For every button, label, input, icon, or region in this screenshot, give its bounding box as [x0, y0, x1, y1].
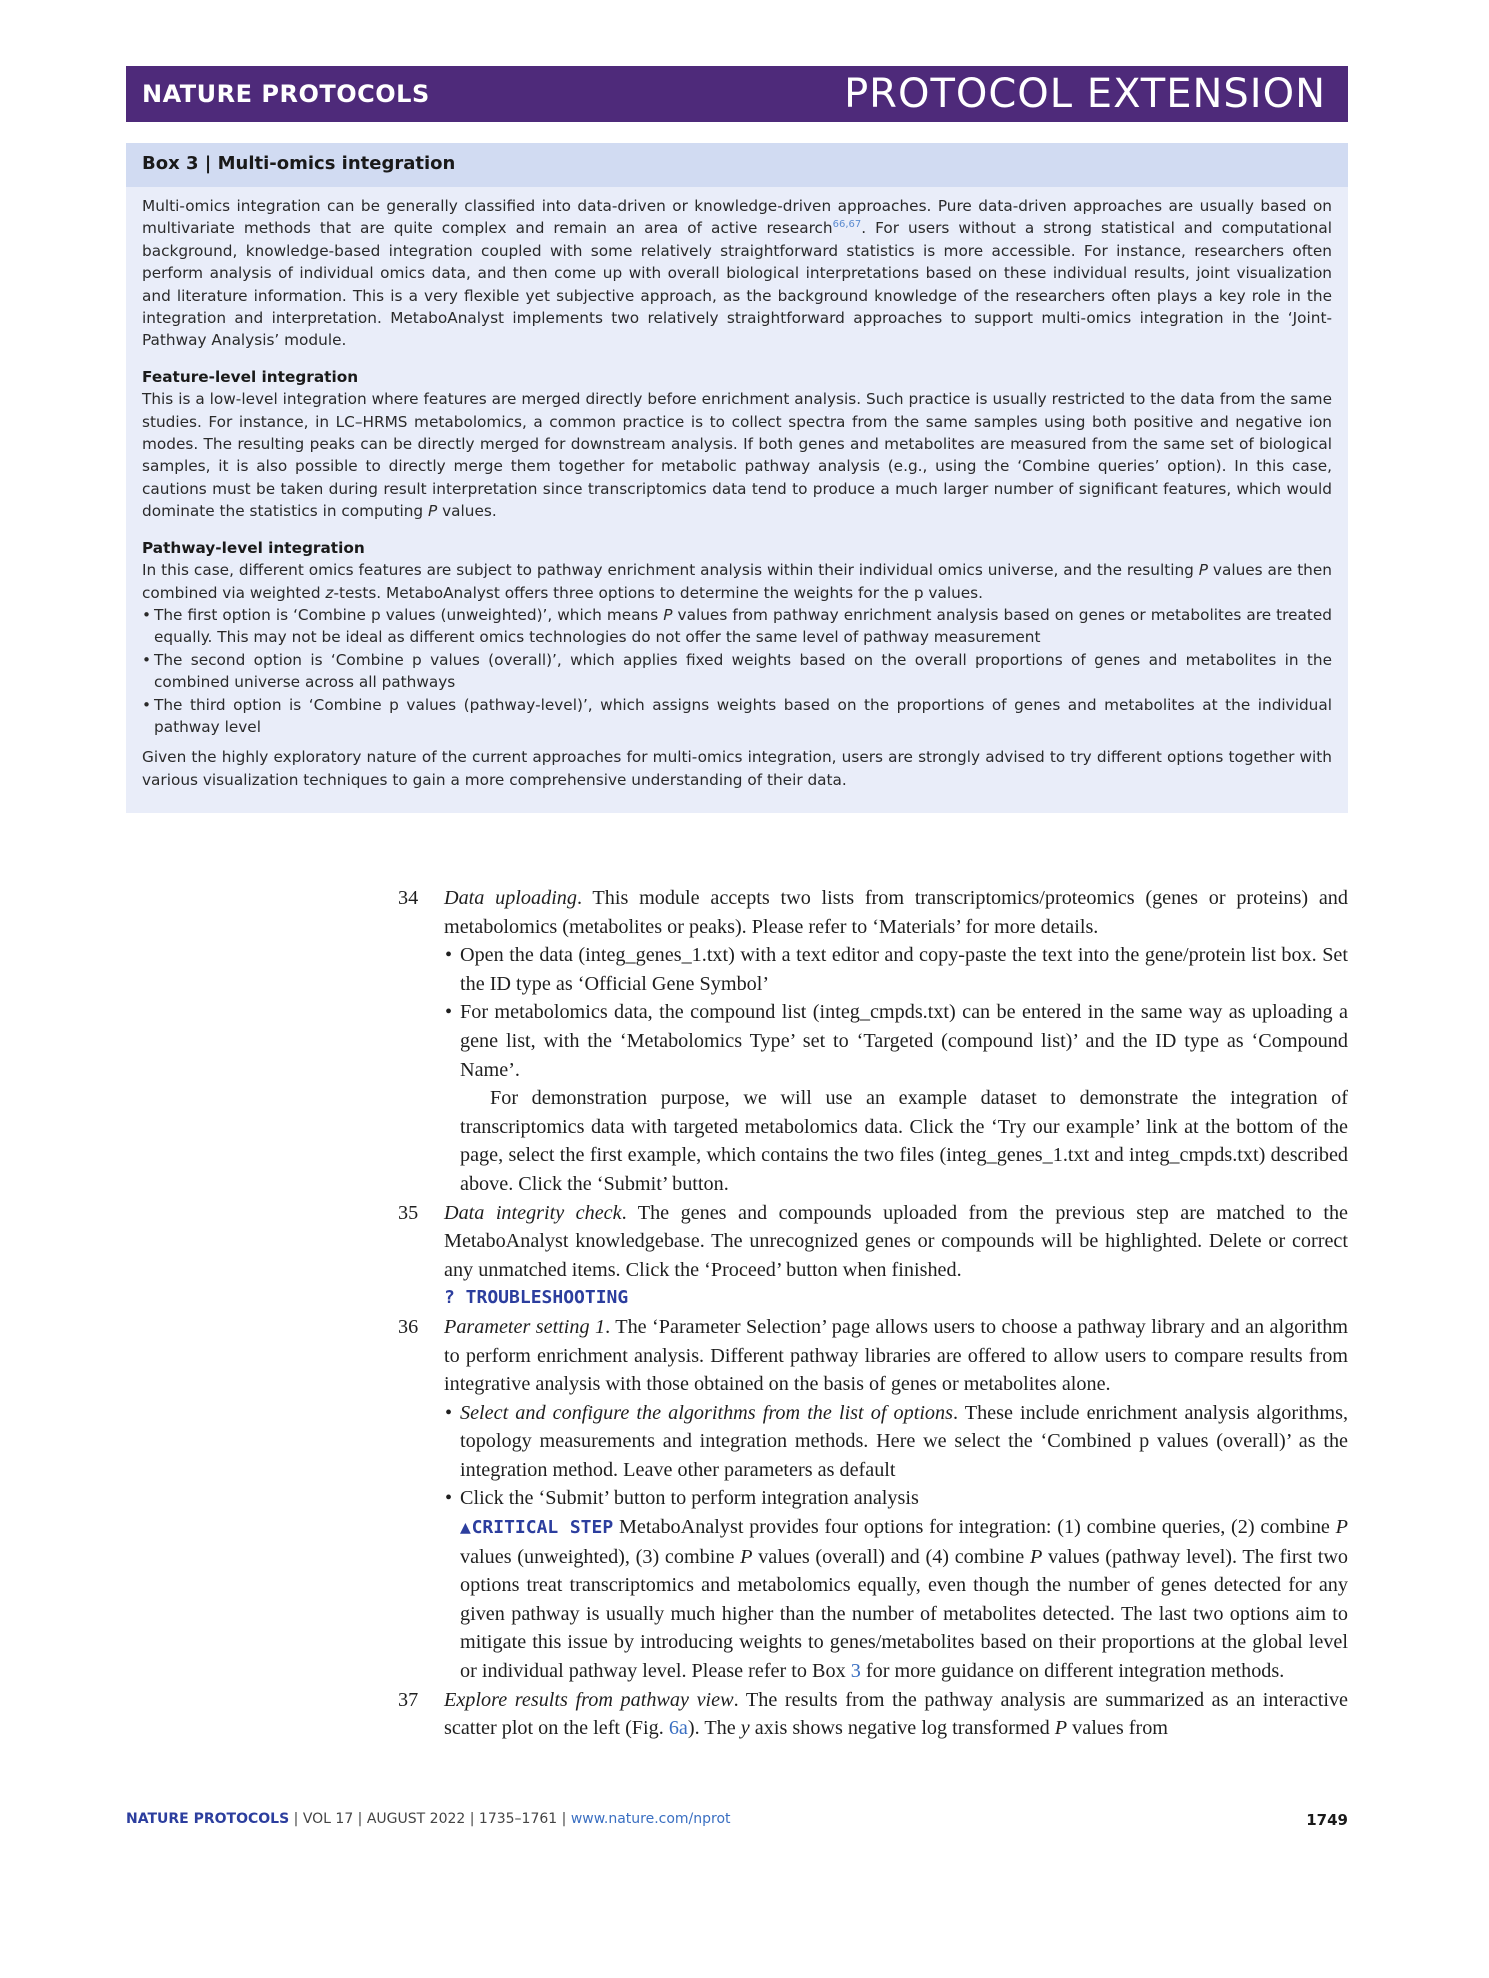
italic-p: P — [427, 502, 438, 521]
step-text: . The genes and compounds uploaded from the previous step are matched to the MetaboAnalyst knowledgebase. The unrecognized genes or compounds will be highlighted. Delete or correct any unmatched items. Click the ‘Proceed’ button when finished. — [444, 1201, 1348, 1281]
step-title: Data uploading — [444, 887, 577, 909]
step-text-d: values from — [1067, 1717, 1169, 1740]
feature-level-heading: Feature-level integration — [142, 367, 359, 386]
section-label: PROTOCOL EXTENSION — [844, 71, 1326, 117]
list-item: • The second option is ‘Combine p values (overall)’, which applies fixed weights based on the overall proportions of genes and metabolites in the combined universe across all pathways — [142, 649, 1332, 694]
box-intro-text: Multi-omics integration can be generally classified into data-driven or knowledge-driven approaches. Pure data-driven approaches are usually based on multivariate methods that are quite complex and remain an area of active research — [142, 197, 1332, 238]
page-number: 1749 — [1306, 1811, 1348, 1829]
page-footer — [126, 1811, 1348, 1829]
list-item: • For metabolomics data, the compound list (integ_cmpds.txt) can be entered in the same way as uploading a gene list, with the ‘Metabolomics Type’ set to ‘Targeted (compound list)’ and the ID type as ‘Compound Name’. — [444, 998, 1348, 1084]
step-number: 35 — [398, 1201, 419, 1224]
box-3-link[interactable]: 3 — [850, 1660, 861, 1683]
step-36-text — [444, 1313, 1348, 1399]
footer-pages: 1735–1761 — [478, 1811, 558, 1827]
step-35 — [398, 1199, 1348, 1313]
bullet-text: Click the ‘Submit’ button to perform integration analysis — [460, 1487, 919, 1510]
step-number: 34 — [398, 887, 419, 909]
footer-sep: | — [289, 1811, 303, 1827]
pathway-level-text — [142, 559, 1332, 604]
step-36 — [398, 1313, 1348, 1686]
step-34-paragraph: For demonstration purpose, we will use an example dataset to demonstrate the integration of transcriptomics data with targeted metabolomics data. Click the ‘Try our example’ link at the bottom of the page, select the first example, which contains the two files (integ_genes_1.txt and integ_cmpds.txt) described above. Click the ‘Submit’ button. — [460, 1087, 1348, 1195]
journal-name: NATURE PROTOCOLS — [142, 80, 430, 108]
pathway-options-list — [142, 604, 1332, 738]
list-item: • Open the data (integ_genes_1.txt) with a text editor and copy-paste the text into the gene/protein list box. Set the ID type as ‘Official Gene Symbol’ — [444, 941, 1348, 998]
step-37-text — [444, 1686, 1348, 1743]
feature-text-b: values. — [437, 502, 497, 521]
step-title: Parameter setting 1 — [444, 1315, 606, 1338]
critical-step-label: ▲CRITICAL STEP — [460, 1517, 614, 1539]
step-34-list — [444, 941, 1348, 1084]
footer-journal: NATURE PROTOCOLS — [126, 1811, 290, 1827]
box-title: Box 3 | Multi-omics integration — [126, 143, 1348, 187]
footer-sep: | — [465, 1811, 479, 1827]
reference-link[interactable]: 66,67 — [832, 219, 862, 231]
step-text-b: ). The — [687, 1717, 741, 1740]
footer-url[interactable]: www.nature.com/nprot — [570, 1811, 731, 1827]
pathway-text-a: In this case, different omics features are subject to pathway enrichment analysis within their individual omics universe, and the resulting — [142, 561, 1199, 580]
box-3 — [126, 143, 1348, 813]
step-text-c: axis shows negative log transformed — [749, 1717, 1055, 1740]
list-item — [444, 1399, 1348, 1485]
italic-z: z — [325, 583, 334, 602]
footer-sep: | — [557, 1811, 571, 1827]
step-number: 37 — [398, 1688, 419, 1711]
step-number: 36 — [398, 1315, 419, 1338]
step-title: Data integrity check — [444, 1201, 622, 1224]
feature-level-text — [142, 388, 1332, 522]
critical-text-c: values (overall) and (4) combine — [752, 1545, 1030, 1568]
pathway-text-c: -tests. MetaboAnalyst offers three options to determine the weights for the p values. — [333, 583, 984, 602]
footer-date: AUGUST 2022 — [366, 1811, 466, 1827]
step-text-a: . The results from the pathway analysis are summarized as an interactive scatter plot on the left (Fig. — [444, 1688, 1348, 1740]
footer-sep: | — [353, 1811, 367, 1827]
page-header — [126, 66, 1348, 122]
italic-p: P — [740, 1545, 753, 1568]
procedure-steps — [398, 884, 1348, 1743]
feature-text-a: This is a low-level integration where features are merged directly before enrichment analysis. Such practice is usually restricted to the data from the same studies. For instance, in LC–HRMS metabolomics, a common practice is to collect spectra from the same samples using both positive and negative ion modes. The resulting peaks can be directly merged for downstream analysis. If both genes and metabolites are measured from the same set of biological samples, it is also possible to directly merge them together for metabolic pathway analysis (e.g., using the ‘Combine queries’ option). In this case, cautions must be taken during result interpretation since transcriptomics data tend to produce a much larger number of significant features, which would dominate the statistics in computing — [142, 390, 1332, 521]
italic-p: P — [663, 605, 673, 624]
italic-y: y — [740, 1717, 750, 1740]
box-body — [126, 187, 1348, 791]
box-closing: Given the highly exploratory nature of the current approaches for multi-omics integration, users are strongly advised to try different options together with various visualization techniques to gain a more comprehensive understanding of their data. — [142, 748, 1332, 789]
step-35-text — [444, 1199, 1348, 1285]
step-title: Explore results from pathway view — [444, 1688, 734, 1711]
step-37 — [398, 1686, 1348, 1743]
pathway-level-heading: Pathway-level integration — [142, 538, 365, 557]
bullet1-text-b: values from pathway enrichment analysis based on genes or metabolites are treated equally. This may not be ideal as different omics technologies do not offer the same level of pathway measurement — [154, 605, 1332, 647]
italic-p: P — [1335, 1516, 1348, 1539]
critical-text-d: values (pathway level). The first two options treat transcriptomics and metabolomics equally, even though the number of genes detected for any given pathway is usually much higher than the number of metabolites detected. The last two options aim to mitigate this issue by introducing weights to genes/metabolites based on their proportions at the global level or individual pathway level. Please refer to Box — [460, 1545, 1348, 1683]
troubleshooting-link[interactable]: ? TROUBLESHOOTING — [444, 1287, 629, 1309]
figure-6a-link[interactable]: 6a — [668, 1717, 688, 1740]
step-34 — [398, 884, 1348, 1199]
critical-text-b: values (unweighted), (3) combine — [460, 1545, 741, 1568]
bullet-italic: Select and configure the algorithms from the list of options — [460, 1401, 953, 1424]
step-34-text — [444, 884, 1348, 941]
footer-volume: VOL 17 — [302, 1811, 354, 1827]
critical-text-a: MetaboAnalyst provides four options for integration: (1) combine queries, (2) combine — [613, 1516, 1336, 1539]
box-intro-text-cont: . For users without a strong statistical and computational background, knowledge-based integration coupled with some relatively straightforward statistics is more accessible. For instance, researchers often perform analysis of individual omics data, and then come up with overall biological interpretations based on these individual results, joint visualization and literature information. This is a very flexible yet subjective approach, as the background knowledge of the researchers often plays a key role in the integration and interpretation. MetaboAnalyst implements two relatively straightforward approaches to support multi-omics integration in the ‘Joint-Pathway Analysis’ module. — [142, 219, 1332, 350]
list-item — [142, 604, 1332, 649]
critical-text-e: for more guidance on different integration methods. — [860, 1660, 1285, 1683]
box-intro — [142, 195, 1332, 352]
italic-p: P — [1029, 1545, 1043, 1568]
step-text: . The ‘Parameter Selection’ page allows users to choose a pathway library and an algorithm to perform enrichment analysis. Different pathway libraries are offered to allow users to compare results from integrative analysis with those obtained on the basis of genes or metabolites alone. — [444, 1315, 1348, 1396]
italic-p: P — [1054, 1717, 1068, 1740]
pathway-text-b: values are then combined via weighted — [142, 561, 1332, 602]
list-item — [444, 1484, 1348, 1685]
footer-citation — [126, 1811, 731, 1829]
italic-p: P — [1198, 561, 1208, 580]
step-36-list — [444, 1399, 1348, 1686]
bullet1-text-a: The first option is ‘Combine p values (unweighted)’, which means — [154, 605, 664, 624]
list-item: • The third option is ‘Combine p values (pathway-level)’, which assigns weights based on the proportions of genes and metabolites at the individual pathway level — [142, 694, 1332, 739]
step-text: . This module accepts two lists from transcriptomics/proteomics (genes or proteins) and metabolomics (metabolites or peaks). Please refer to ‘Materials’ for more details. — [444, 887, 1348, 938]
bullet-text: . These include enrichment analysis algorithms, topology measurements and integration methods. Here we select the ‘Combined p values (overall)’ as the integration method. Leave other parameters as default — [460, 1401, 1348, 1481]
